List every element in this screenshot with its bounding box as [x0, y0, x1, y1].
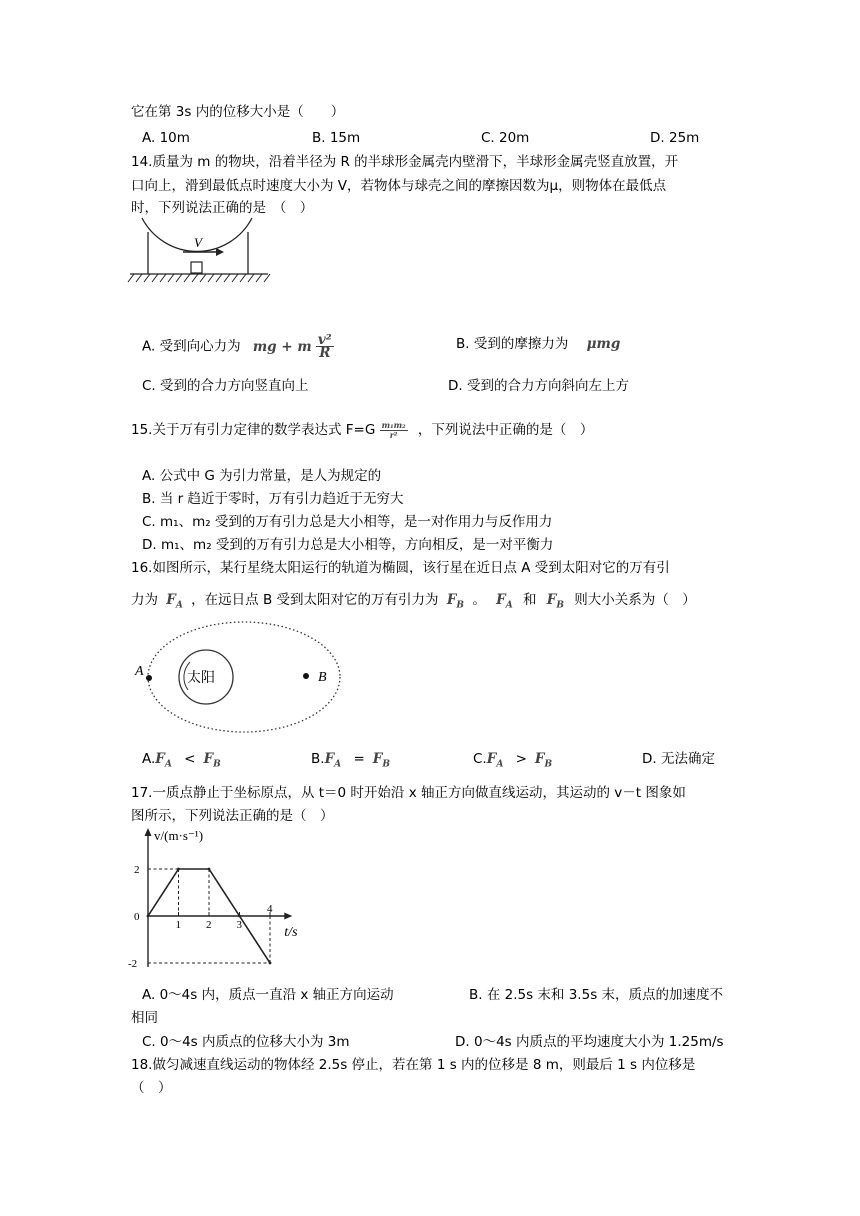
q17-option-c: C. 0～4s 内质点的位移大小为 3m — [142, 1034, 350, 1050]
force-b-symbol: $F_B$ — [446, 592, 465, 611]
x-tick-label: 2 — [206, 919, 212, 931]
data-point — [147, 915, 150, 918]
q15-stem: 15.关于万有引力定律的数学表达式 F=G $\frac{\text{m₁m₂}}{\text{r²}}$ ，下列说法中正确的是（ ） — [131, 419, 594, 440]
hemisphere-figure — [128, 218, 278, 290]
point-b-label: B — [318, 670, 327, 685]
x-tick-label: 1 — [175, 919, 181, 931]
vt-chart — [126, 826, 306, 976]
q16-option-b: $B.F_A = F_B$ — [311, 751, 390, 770]
q16-option-a: $A.F_A < F_B$ — [142, 751, 221, 770]
x-tick-label: 3 — [236, 919, 242, 931]
q17-option-b-line1: B. 在 2.5s 末和 3.5s 末，质点的加速度不 — [469, 987, 724, 1003]
q16-stem-line2: 力为 $F_A$ ，在远日点 B 受到太阳对它的万有引力为 $F_B$ 。 $F_A$ 和 $F_B$ 则大小关系为（ ） — [131, 592, 696, 611]
q17-stem-line1: 17.一质点静止于坐标原点，从 t＝0 时开始沿 x 轴正方向做直线运动，其运动的 v－t 图象如 — [131, 785, 686, 801]
data-point — [269, 962, 272, 965]
q16-stem-line1: 16.如图所示，某行星绕太阳运行的轨道为椭圆，该行星在近日点 A 受到太阳对它的万有引 — [131, 560, 670, 576]
q16-option-d: D. 无法确定 — [642, 751, 715, 767]
q18-stem-line1: 18.做匀减速直线运动的物体经 2.5s 停止，若在第 1 s 内的位移是 8 m，则最后 1 s 内位移是 — [131, 1057, 696, 1073]
x-axis-label: t/s — [284, 925, 298, 940]
x-tick-label: 4 — [267, 903, 273, 915]
orbit-ellipse — [148, 622, 340, 732]
q13-stem-tail: 它在第 3s 内的位移大小是（ ） — [131, 104, 345, 120]
q14-stem-line3: 时，下列说法正确的是 （ ） — [131, 200, 314, 216]
q13-option-d: D. 25m — [650, 130, 700, 146]
x-axis-arrow — [284, 913, 292, 920]
q15-option-a: A. 公式中 G 为引力常量，是人为规定的 — [142, 468, 382, 484]
q14-stem-line1: 14.质量为 m 的物块，沿着半径为 R 的半球形金属壳内壁滑下，半球形金属壳竖直放置，开 — [131, 154, 679, 170]
y-tick-label: 2 — [134, 864, 140, 876]
data-point — [208, 868, 211, 871]
q14-stem-line2: 口向上，滑到最低点时速度大小为 V，若物体与球壳之间的摩擦因数为μ，则物体在最低点 — [131, 178, 667, 194]
point-a — [146, 675, 152, 681]
y-axis-arrow — [145, 828, 152, 836]
q17-stem-line2: 图所示，下列说法正确的是（ ） — [131, 808, 334, 824]
q13-option-a: A. 10m — [142, 130, 190, 146]
q16-option-c: $C.F_A > F_B$ — [473, 751, 553, 770]
q13-option-c: C. 20m — [481, 130, 530, 146]
velocity-label: V — [194, 235, 202, 250]
q14-option-d: D. 受到的合力方向斜向左上方 — [448, 378, 629, 394]
data-point — [177, 868, 180, 871]
q17-option-a: A. 0～4s 内，质点一直沿 x 轴正方向运动 — [142, 987, 394, 1003]
q15-option-b: B. 当 r 趋近于零时，万有引力趋近于无穷大 — [142, 491, 404, 507]
q14-option-a: A. 受到向心力为 mg + m $\frac{\text{v²}}{R}$ — [142, 332, 332, 361]
sun-label: 太阳 — [187, 670, 215, 686]
y-tick-label: 0 — [134, 911, 140, 923]
y-tick-label: -2 — [128, 958, 138, 970]
y-axis-label: v/(m·s⁻¹) — [154, 828, 204, 843]
q13-option-b: B. 15m — [312, 130, 361, 146]
q14-option-b: B. 受到的摩擦力为 μmg — [456, 336, 621, 352]
q15-option-d: D. m₁、m₂ 受到的万有引力总是大小相等，方向相反，是一对平衡力 — [142, 537, 554, 553]
q17-option-d: D. 0～4s 内质点的平均速度大小为 1.25m/s — [455, 1034, 724, 1050]
q15-option-c: C. m₁、m₂ 受到的万有引力总是大小相等，是一对作用力与反作用力 — [142, 514, 553, 530]
force-a-symbol: $F_A$ — [166, 592, 183, 611]
block — [191, 262, 202, 273]
point-b — [303, 673, 309, 679]
q17-option-b-line2: 相同 — [131, 1010, 158, 1026]
q18-stem-line2: （ ） — [131, 1080, 172, 1096]
orbit-figure — [130, 620, 340, 740]
point-a-label: A — [135, 664, 144, 679]
q14-option-c: C. 受到的合力方向竖直向上 — [142, 378, 309, 394]
